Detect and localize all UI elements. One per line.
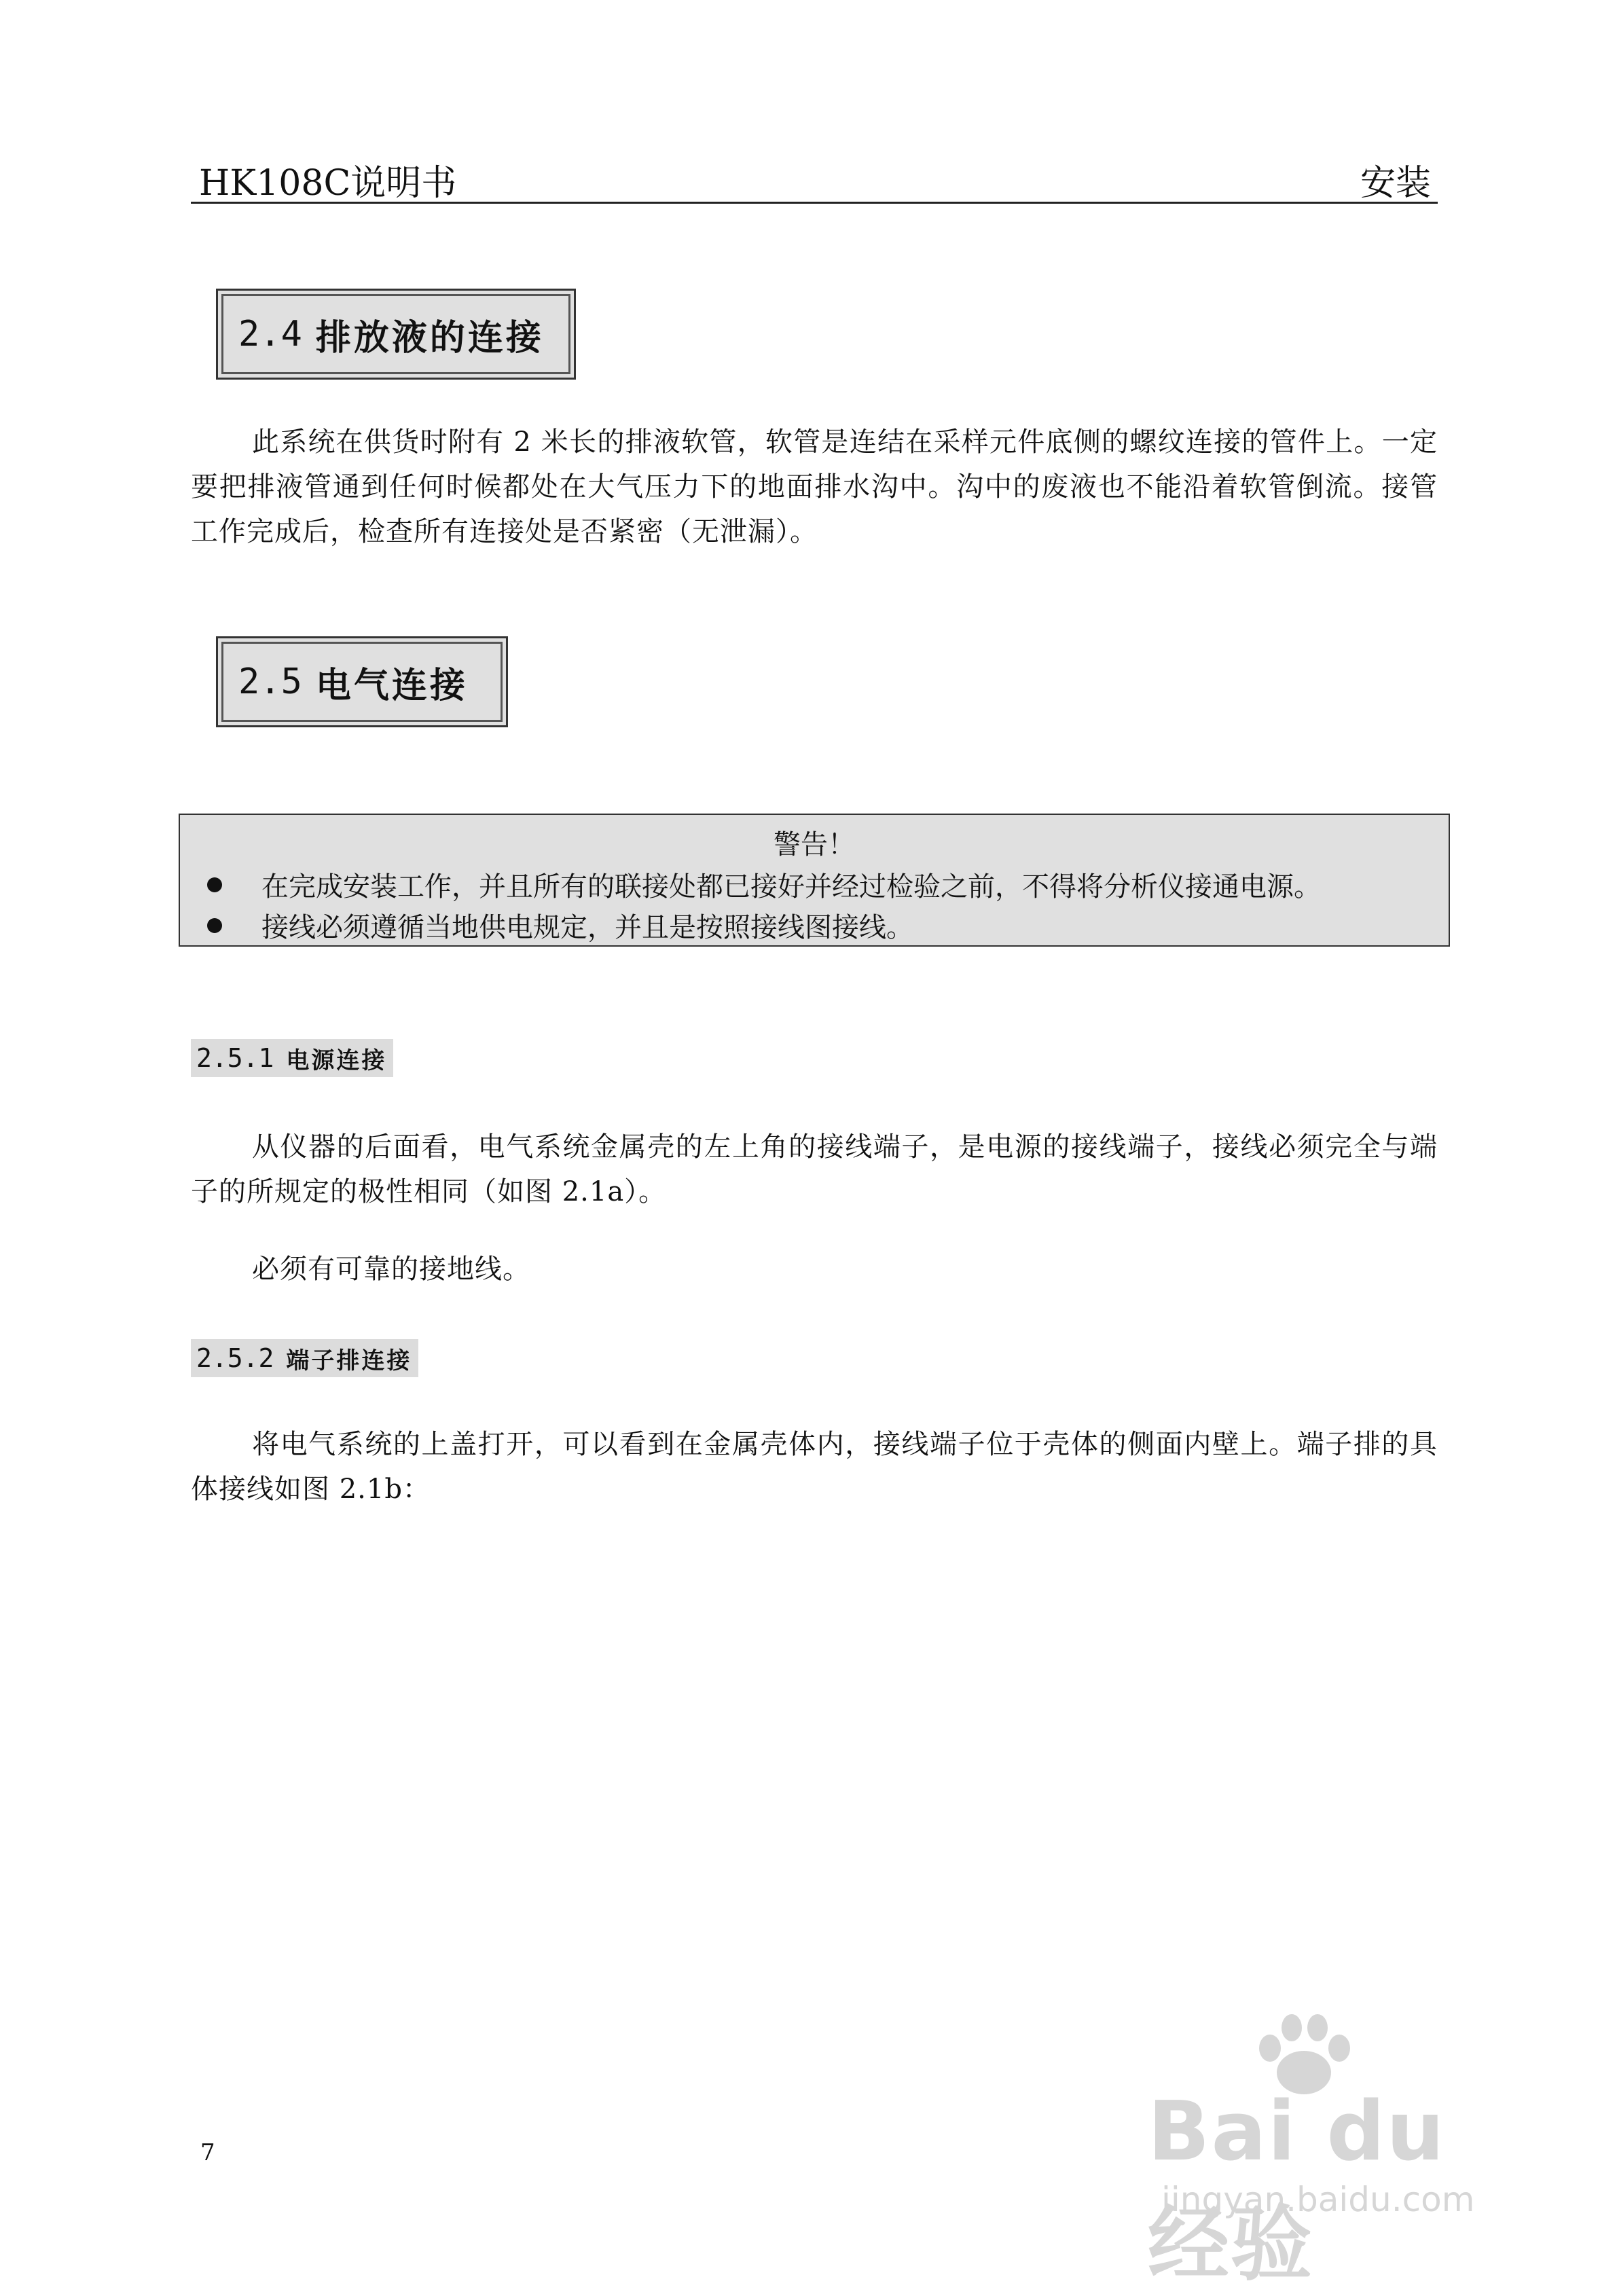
section-heading-2-5 [216, 636, 508, 727]
warning-item [199, 865, 1321, 904]
subsection-heading-2-5-1 [191, 1039, 393, 1077]
warning-title: 警告！ [774, 829, 855, 860]
paragraph-power-connection: 从仪器的后面看，电气系统金属壳的左上角的接线端子，是电源的接线端子，接线必须完全与端子的所规定的极性相同（如图 2.1a）。 [191, 1131, 1438, 1207]
chapter-title: 安装 [1360, 163, 1431, 204]
watermark-url: jingyan.baidu.com [1161, 2180, 1475, 2219]
warning-item [199, 906, 913, 945]
subsection-number: 2.5.1 [196, 1043, 274, 1073]
watermark [1148, 2010, 1528, 2292]
paragraph-terminal-block: 将电气系统的上盖打开，可以看到在金属壳体内，接线端子位于壳体的侧面内壁上。端子排的具体接线如图 2.1b： [191, 1429, 1438, 1505]
paragraph-grounding: 必须有可靠的接地线。 [252, 1254, 530, 1285]
section-number: 2.4 [238, 314, 302, 354]
watermark-logo-text: Bai du 经验 [1148, 2085, 1446, 2292]
section-heading-2-4 [216, 289, 576, 380]
page-number: 7 [200, 2139, 215, 2166]
bullet-icon [207, 877, 222, 892]
section-title: 排放液的连接 [315, 317, 544, 359]
subsection-number: 2.5.2 [196, 1343, 274, 1373]
subsection-title: 端子排连接 [286, 1347, 412, 1374]
paragraph-drain-connection: 此系统在供货时附有 2 米长的排液软管，软管是连结在采样元件底侧的螺纹连接的管件上。一定要把排液管通到任何时候都处在大气压力下的地面排水沟中。沟中的废液也不能沿着软管倒流。接管工作完成后，检查所有连接处是否紧密（无泄漏）。 [191, 426, 1438, 547]
warning-text: 在完成安装工作，并且所有的联接处都已接好并经过检验之前，不得将分析仪接通电源。 [261, 871, 1321, 903]
subsection-title: 电源连接 [286, 1046, 387, 1074]
warning-box [179, 814, 1450, 947]
subsection-heading-2-5-2 [191, 1339, 418, 1377]
section-number: 2.5 [238, 661, 302, 702]
bullet-icon [207, 918, 222, 933]
warning-text: 接线必须遵循当地供电规定，并且是按照接线图接线。 [261, 912, 913, 943]
section-title: 电气连接 [315, 665, 468, 706]
document-title: HK108C说明书 [199, 163, 457, 204]
page-header [191, 146, 1438, 204]
